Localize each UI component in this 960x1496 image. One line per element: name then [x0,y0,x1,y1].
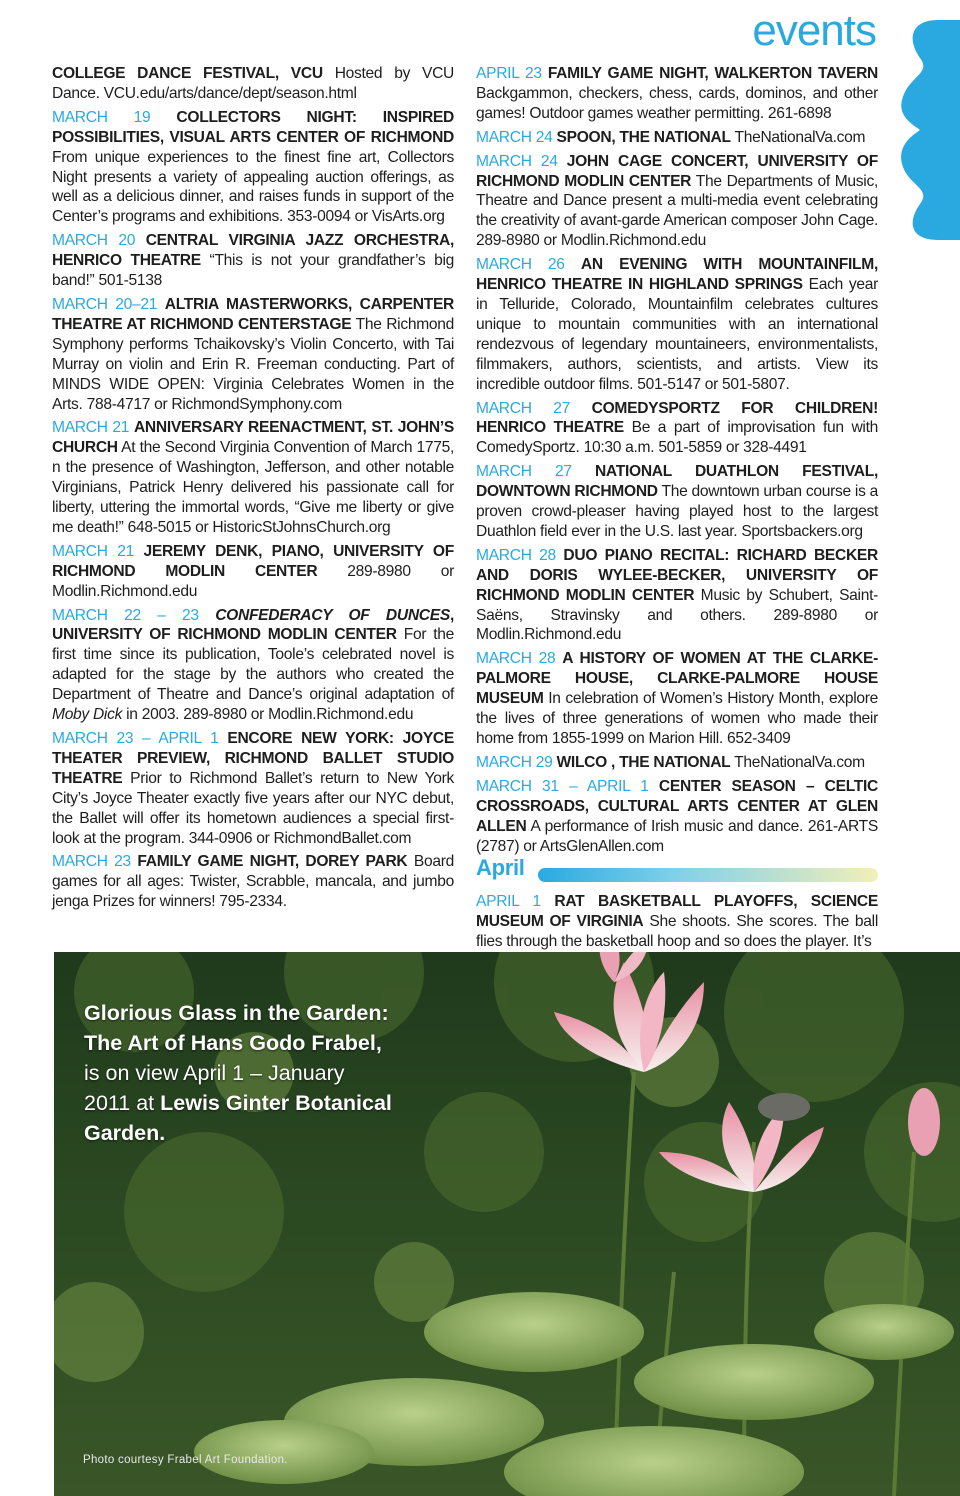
event-date: MARCH 28 [476,650,563,668]
event-description: Prior to Richmond Ballet’s return to New York City’s Joyce Theater exactly five years after our NYC debut, the Ballet will offer its hometown audiences a special first-look at the program. 344-0906 or RichmondBallet.com [52,769,454,847]
caption-bold-lead: Glorious Glass in the Garden: The Art of Hans Godo Frabel, [84,1001,389,1055]
event-description: In celebration of Women’s History Month, explore the lives of three generations of women who made their home from 1855-1999 on Marion Hill. 652-3409 [476,690,878,747]
event-title: ALTRIA MASTERWORKS, CARPENTER THEATRE AT RICHMOND CENTERSTAGE [52,295,455,333]
event-date: MARCH 31 – APRIL 1 [476,777,659,795]
photo-caption [84,998,394,1148]
event-title: CENTER SEASON – CELTIC CROSSROADS, CULTURAL ARTS CENTER AT GLEN ALLEN [476,777,878,835]
event-description: From unique experiences to the finest fine art, Collectors Night presents a variety of appealing auction offerings, as well as a delicious dinner, and raises funds in support of the Center’s programs and exhibitions. 353-0094 or VisArts.org [52,148,454,226]
event-title: A HISTORY OF WOMEN AT THE CLARKE-PALMORE HOUSE, CLARKE-PALMORE HOUSE MUSEUM [476,650,878,708]
event-description: Music by Schubert, Saint-Saëns, Stravinsky and others. 289-8980 or Modlin.Richmond.edu [476,586,879,644]
event-description-italic: Moby Dick [52,706,123,724]
event-title: RAT BASKETBALL PLAYOFFS, SCIENCE MUSEUM OF VIRGINIA [476,893,878,931]
event-entry [476,892,878,952]
event-title: WILCO , THE NATIONAL [556,753,731,771]
event-entry [52,231,454,291]
event-entry [52,418,454,537]
event-title: JEREMY DENK, PIANO, UNIVERSITY OF RICHMOND MODLIN CENTER [52,542,454,580]
section-title: events [752,6,876,55]
event-entry [52,295,454,414]
event-title: CENTRAL VIRGINIA JAZZ ORCHESTRA, HENRICO THEATRE [52,232,454,270]
feature-photo [54,952,960,1496]
event-title: SPOON, THE NATIONAL [556,128,731,146]
event-date: MARCH 19 [52,108,177,126]
event-description: 289-8980 or Modlin.Richmond.edu [52,562,454,600]
event-entry [52,852,454,912]
event-title: COMEDYSPORTZ FOR CHILDREN! HENRICO THEATRE [476,399,878,437]
caption-text: is on view April 1 – January 2011 at [84,1061,345,1115]
month-heading: April [476,858,531,878]
event-description: Board games for all ages: Twister, Scrabble, mancala, and jumbo jenga Prizes for winners! 795-2334. [52,853,454,911]
right-column [476,64,878,956]
event-description: A performance of Irish music and dance. 261-ARTS (2787) or ArtsGlenAllen.com [476,817,878,855]
event-entry [476,255,878,394]
event-date: MARCH 20–21 [52,295,165,313]
event-title: DUO PIANO RECITAL: RICHARD BECKER AND DORIS WYLEE-BECKER, UNIVERSITY OF RICHMOND MODLIN CENTER [476,546,878,604]
event-description: Be a part of improvisation fun with ComedySportz. 10:30 a.m. 501-5859 or 328-4491 [476,419,878,457]
event-date: MARCH 23 [52,853,138,871]
event-entry [476,777,878,857]
event-description: The Richmond Symphony performs Tchaikovsky’s Violin Concerto, with Tai Murray on violin and Erin R. Freeman conducting. Part of MINDS WIDE OPEN: Virginia Celebrates Women in the Arts. 788-4717 or RichmondSymphony.com [52,315,454,413]
event-entry [476,546,878,646]
event-entry [476,462,878,542]
event-date: MARCH 24 [476,128,557,146]
event-title: ANNIVERSARY REENACTMENT, ST. JOHN’S CHURCH [52,419,454,457]
event-date: APRIL 1 [476,893,555,911]
section-tab-shape [898,20,960,240]
event-description: Hosted by VCU Dance. VCU.edu/arts/dance/dept/season.html [52,65,454,102]
event-entry [476,649,878,749]
event-entry [52,64,454,104]
event-entry [52,729,454,848]
event-entry [476,128,878,148]
event-title: JOHN CAGE CONCERT, UNIVERSITY OF RICHMOND MODLIN CENTER [476,152,878,190]
event-date: MARCH 27 [476,399,592,417]
event-entry [476,399,878,459]
april-entries [476,892,878,952]
event-date: MARCH 20 [52,232,146,250]
event-description: The Departments of Music, Theatre and Dance present a multi-media event celebrating the creativity of avant-garde American composer John Cage. 289-8980 or Modlin.Richmond.edu [476,172,878,250]
event-description: TheNationalVa.com [730,128,866,146]
event-entry [476,152,878,252]
event-date: MARCH 22 – 23 [52,606,216,624]
event-title: COLLEGE DANCE FESTIVAL, VCU [52,65,323,82]
event-date: MARCH 27 [476,463,595,481]
photo-credit: Photo courtesy Frabel Art Foundation. [83,1454,288,1466]
event-description-end: in 2003. 289-8980 or Modlin.Richmond.edu [122,706,414,724]
event-entry [52,542,454,602]
event-date: MARCH 24 [476,152,567,170]
month-divider [476,855,878,888]
left-column [52,64,454,916]
right-entries [476,64,878,856]
event-title-italic: CONFEDERACY OF DUNCES [215,606,450,624]
event-date: MARCH 29 [476,753,557,771]
event-description: She shoots. She scores. The ball flies through the basketball hoop and so does the player. It’s [476,913,878,951]
event-title: NATIONAL DUATHLON FESTIVAL, DOWNTOWN RICHMOND [476,463,878,501]
event-date: MARCH 23 – APRIL 1 [52,730,228,747]
event-date: MARCH 21 [52,419,134,437]
event-date: MARCH 26 [476,256,581,274]
event-entry [52,606,454,725]
event-entry [476,64,878,124]
event-title: COLLECTORS NIGHT: INSPIRED POSSIBILITIES, VISUAL ARTS CENTER OF RICHMOND [52,108,454,146]
caption-bold-venue: Lewis Ginter Botanical Garden. [84,1091,392,1145]
event-date: MARCH 28 [476,546,564,564]
event-title: , UNIVERSITY OF RICHMOND MODLIN CENTER [52,606,454,644]
event-description: TheNationalVa.com [730,753,865,771]
event-title: FAMILY GAME NIGHT, DOREY PARK [137,853,408,871]
event-entry [476,753,878,773]
month-rule-bar [538,868,878,882]
event-description: Backgammon, checkers, chess, cards, dominos, and other games! Outdoor games weather permitting. 261-6898 [476,84,878,122]
event-title: ENCORE NEW YORK: JOYCE THEATER PREVIEW, RICHMOND BALLET STUDIO THEATRE [52,730,454,787]
event-title: FAMILY GAME NIGHT, WALKERTON TAVERN [547,65,878,82]
event-description: The downtown urban course is a proven crowd-pleaser having played host to the largest Duathlon field ever in the U.S. last year. Sportsbackers.org [476,483,879,540]
event-description: For the first time since its publication, Toole’s celebrated novel is adapted for the stage by the authors who created the Department of Theatre and Dance’s original adaptation of [52,626,454,704]
event-date: MARCH 21 [52,542,144,560]
event-description: Each year in Telluride, Colorado, Mountainfilm celebrates cultures unique to mountain communities with an international rendezvous of legendary mountaineers, environmentalists, filmmakers, authors, scientists, and artists. View its incredible outdoor films. 501-5147 or 501-5807. [476,276,878,393]
event-entry [52,108,454,227]
event-description: “This is not your grandfather’s big band!” 501-5138 [52,252,454,290]
event-title: AN EVENING WITH MOUNTAINFILM, HENRICO THEATRE IN HIGHLAND SPRINGS [476,256,878,294]
event-date: APRIL 23 [476,65,548,82]
event-description: At the Second Virginia Convention of March 1775, n the presence of Washington, Jefferson, and other notable Virginians, Patrick Henry delivered his passionate call for liberty, uttering the immortal words, “Give me liberty or give me death!” 648-5015 or HistoricStJohnsChurch.org [52,439,454,536]
